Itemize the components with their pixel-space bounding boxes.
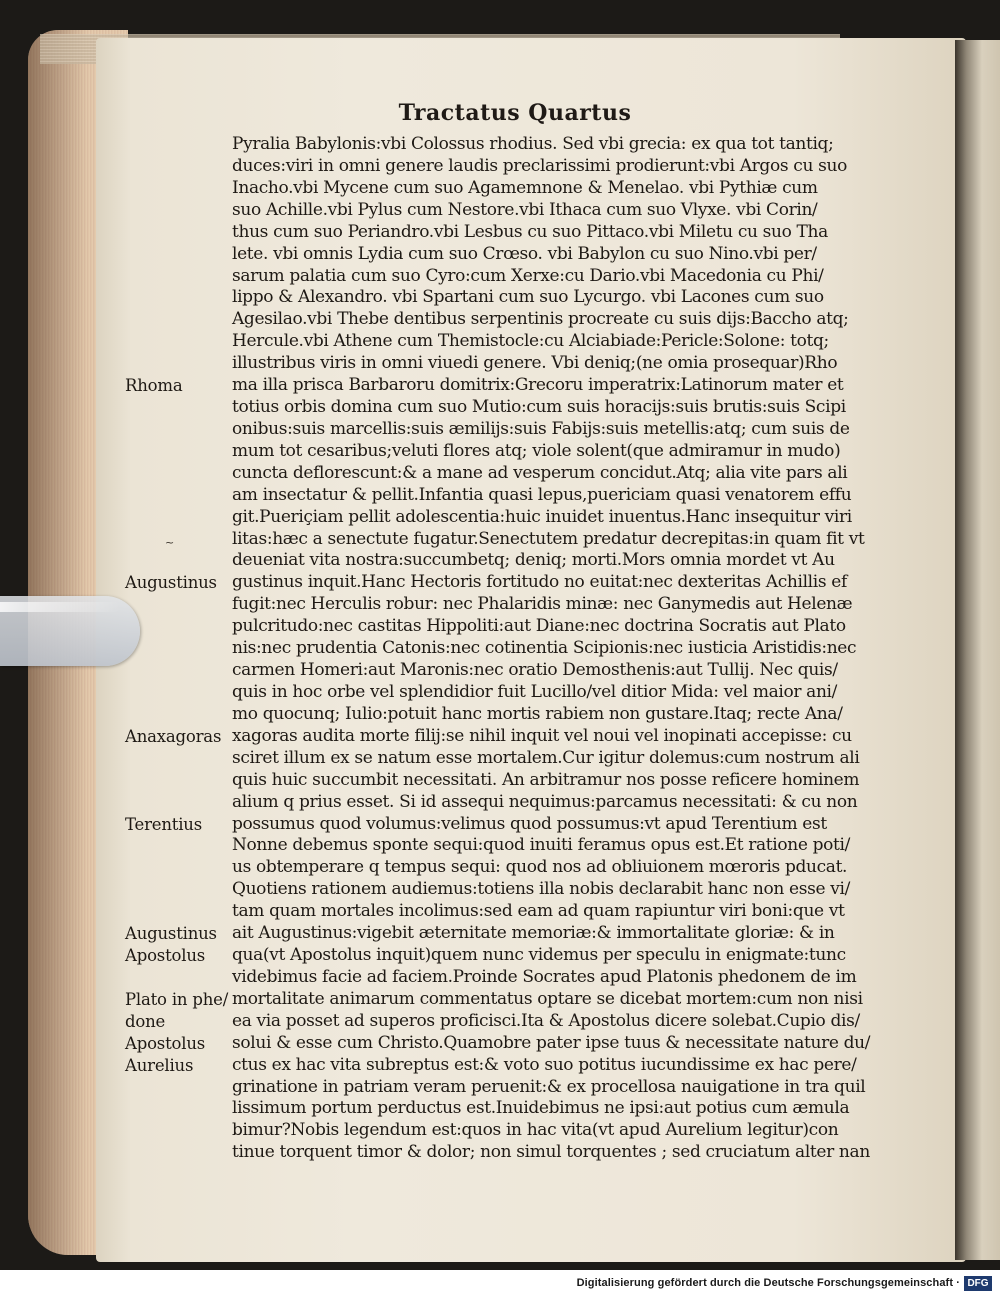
- text-line: Hercule.vbi Athene cum Themistocle:cu Alciabiade:Pericle:Solone: totq;: [232, 331, 829, 352]
- margin-note: done: [125, 1011, 166, 1031]
- text-line: suo Achille.vbi Pylus cum Nestore.vbi Ithaca cum suo Vlyxe. vbi Corin/: [232, 199, 818, 220]
- margin-note: Plato in phe/: [125, 989, 229, 1009]
- text-line: gustinus inquit.Hanc Hectoris fortitudo no euitat:nec dexteritas Achillis ef: [232, 572, 847, 593]
- text-line: solui & esse cum Christo.Quamobre pater ipse tuus & necessitate nature du/: [232, 1032, 871, 1053]
- text-line: lippo & Alexandro. vbi Spartani cum suo Lycurgo. vbi Lacones cum suo: [232, 287, 824, 308]
- text-line: mo quocunq; Iulio:potuit hanc mortis rabiem non gustare.Itaq; recte Ana/: [232, 703, 843, 724]
- text-line: Nonne debemus sponte sequi:quod inuiti feramus opus est.Et ratione poti/: [232, 835, 850, 856]
- text-line: Inacho.vbi Mycene cum suo Agamemnone & Menelao. vbi Pythiæ cum: [232, 177, 818, 198]
- margin-note: Augustinus: [125, 573, 217, 593]
- margin-note: Augustinus: [125, 924, 217, 944]
- margin-note: Aurelius: [125, 1055, 194, 1075]
- text-line: xagoras audita morte filij:se nihil inquit vel noui vel inopinati accepisse: cu: [232, 725, 852, 746]
- margin-note: Terentius: [125, 814, 202, 834]
- text-line: git.Pueriçiam pellit adolescentia:huic inuidet inuentus.Hanc insequitur viri: [232, 506, 852, 527]
- text-line: ctus ex hac vita subreptus est:& voto suo potitus iucundissime ex hac pere/: [232, 1054, 857, 1075]
- text-line: bimur?Nobis legendum est:quos in hac vita(vt apud Aurelium legitur)con: [232, 1120, 839, 1141]
- text-line: us obtemperare q tempus sequi: quod nos ad obliuionem mœroris pducat.: [232, 857, 848, 878]
- text-line: tam quam mortales incolimus:sed eam ad quam rapiuntur viri boni:que vt: [232, 901, 845, 922]
- text-line: mum tot cesaribus;veluti flores atq; viole solent(que admiramur in mudo): [232, 440, 841, 461]
- text-line: alium q prius esset. Si id assequi nequimus:parcamus necessitati: & cu non: [232, 791, 858, 812]
- text-line: ea via posset ad superos proficisci.Ita & Apostolus dicere solebat.Cupio dis/: [232, 1010, 860, 1031]
- text-line: lete. vbi omnis Lydia cum suo Crœso. vbi Babylon cu suo Nino.vbi per/: [232, 243, 817, 264]
- text-line: sarum palatia cum suo Cyro:cum Xerxe:cu Dario.vbi Macedonia cu Phi/: [232, 265, 824, 286]
- text-line: quis in hoc orbe vel splendidior fuit Lucillo/vel ditior Mida: vel maior ani/: [232, 682, 838, 702]
- text-line: grinatione in patriam veram peruenit:& ex procellosa nauigatione in tra quil: [232, 1076, 866, 1097]
- margin-note: Rhoma: [125, 376, 183, 396]
- text-line: qua(vt Apostolus inquit)quem nunc videmus per speculu in enigmate:tunc: [232, 945, 846, 966]
- margin-mark: ~: [165, 536, 175, 549]
- text-line: Quotiens rationem audiemus:totiens illa nobis declarabit hanc non esse vi/: [232, 879, 850, 900]
- text-line: am insectatur & pellit.Infantia quasi lepus,puericiam quasi venatorem effu: [232, 484, 852, 505]
- text-line: videbimus facie ad faciem.Proinde Socrates apud Platonis phedonem de im: [232, 966, 857, 987]
- gutter: [955, 40, 1000, 1260]
- margin-note: Apostolus: [125, 946, 206, 966]
- text-line: possumus quod volumus:velimus quod possumus:vt apud Terentium est: [232, 813, 827, 834]
- text-line: sciret illum ex se natum esse mortalem.Cur igitur dolemus:cum nostrum ali: [232, 747, 860, 768]
- text-line: nis:nec prudentia Catonis:nec cotinentia Scipionis:nec iusticia Aristidis:nec: [232, 638, 857, 659]
- margin-note: Apostolus: [125, 1033, 206, 1053]
- text-line: fugit:nec Herculis robur: nec Phalaridis minæ: nec Ganymedis aut Helenæ: [232, 594, 853, 615]
- text-line: mortalitate animarum commentatus optare se dicebat mortem:cum non nisi: [232, 988, 863, 1009]
- page-title: Tractatus Quartus: [398, 100, 632, 126]
- footer: [0, 1273, 1000, 1296]
- text-line: duces:viri in omni genere laudis preclarissimi prodierunt:vbi Argos cu suo: [232, 155, 847, 176]
- text-line: pulcritudo:nec castitas Hippoliti:aut Diane:nec doctrina Socratis aut Plato: [232, 616, 846, 637]
- text-line: tinue torquent timor & dolor; non simul torquentes ; sed cruciatum alter nan: [232, 1142, 870, 1163]
- dfg-logo: DFG: [964, 1276, 992, 1291]
- text-line: onibus:suis marcellis:suis æmilijs:suis Fabijs:suis metellis:atq; cum suis de: [232, 418, 850, 439]
- text-line: litas:hæc a senectute fugatur.Senectutem predatur decrepitas:in quam fit vt: [232, 528, 865, 549]
- text-line: totius orbis domina cum suo Mutio:cum suis horacijs:suis brutis:suis Scipi: [232, 397, 846, 418]
- funding-credit: Digitalisierung gefördert durch die Deutsche Forschungsgemeinschaft ·: [576, 1277, 960, 1289]
- text-line: quis huic succumbit necessitati. An arbitramur nos posse reficere hominem: [232, 769, 860, 790]
- text-line: cuncta deflorescunt:& a mane ad vesperum concidut.Atq; alia vite pars ali: [232, 462, 848, 483]
- text-line: illustribus viris in omni viuedi genere. Vbi deniq;(ne omia prosequar)Rho: [232, 353, 838, 374]
- text-line: lissimum portum perductus est.Inuidebimus ne ipsi:aut potius cum æmula: [232, 1098, 850, 1119]
- page-clip-highlight: [0, 602, 120, 612]
- text-line: carmen Homeri:aut Maronis:nec oratio Demosthenis:aut Tullij. Nec quis/: [232, 660, 838, 681]
- text-line: Pyralia Babylonis:vbi Colossus rhodius. Sed vbi grecia: ex qua tot tantiq;: [232, 134, 834, 154]
- text-line: Agesilao.vbi Thebe dentibus serpentinis procreate cu suis dijs:Baccho atq;: [232, 309, 849, 330]
- text-line: deueniat vita nostra:succumbetq; deniq; morti.Mors omnia mordet vt Au: [232, 550, 835, 571]
- margin-note: Anaxagoras: [125, 726, 222, 746]
- text-line: thus cum suo Periandro.vbi Lesbus cu suo Pittaco.vbi Miletu cu suo Tha: [232, 221, 828, 242]
- text-line: ait Augustinus:vigebit æternitate memoriæ:& immortalitate gloriæ: & in: [232, 923, 835, 944]
- text-line: ma illa prisca Barbaroru domitrix:Grecoru imperatrix:Latinorum mater et: [232, 375, 844, 396]
